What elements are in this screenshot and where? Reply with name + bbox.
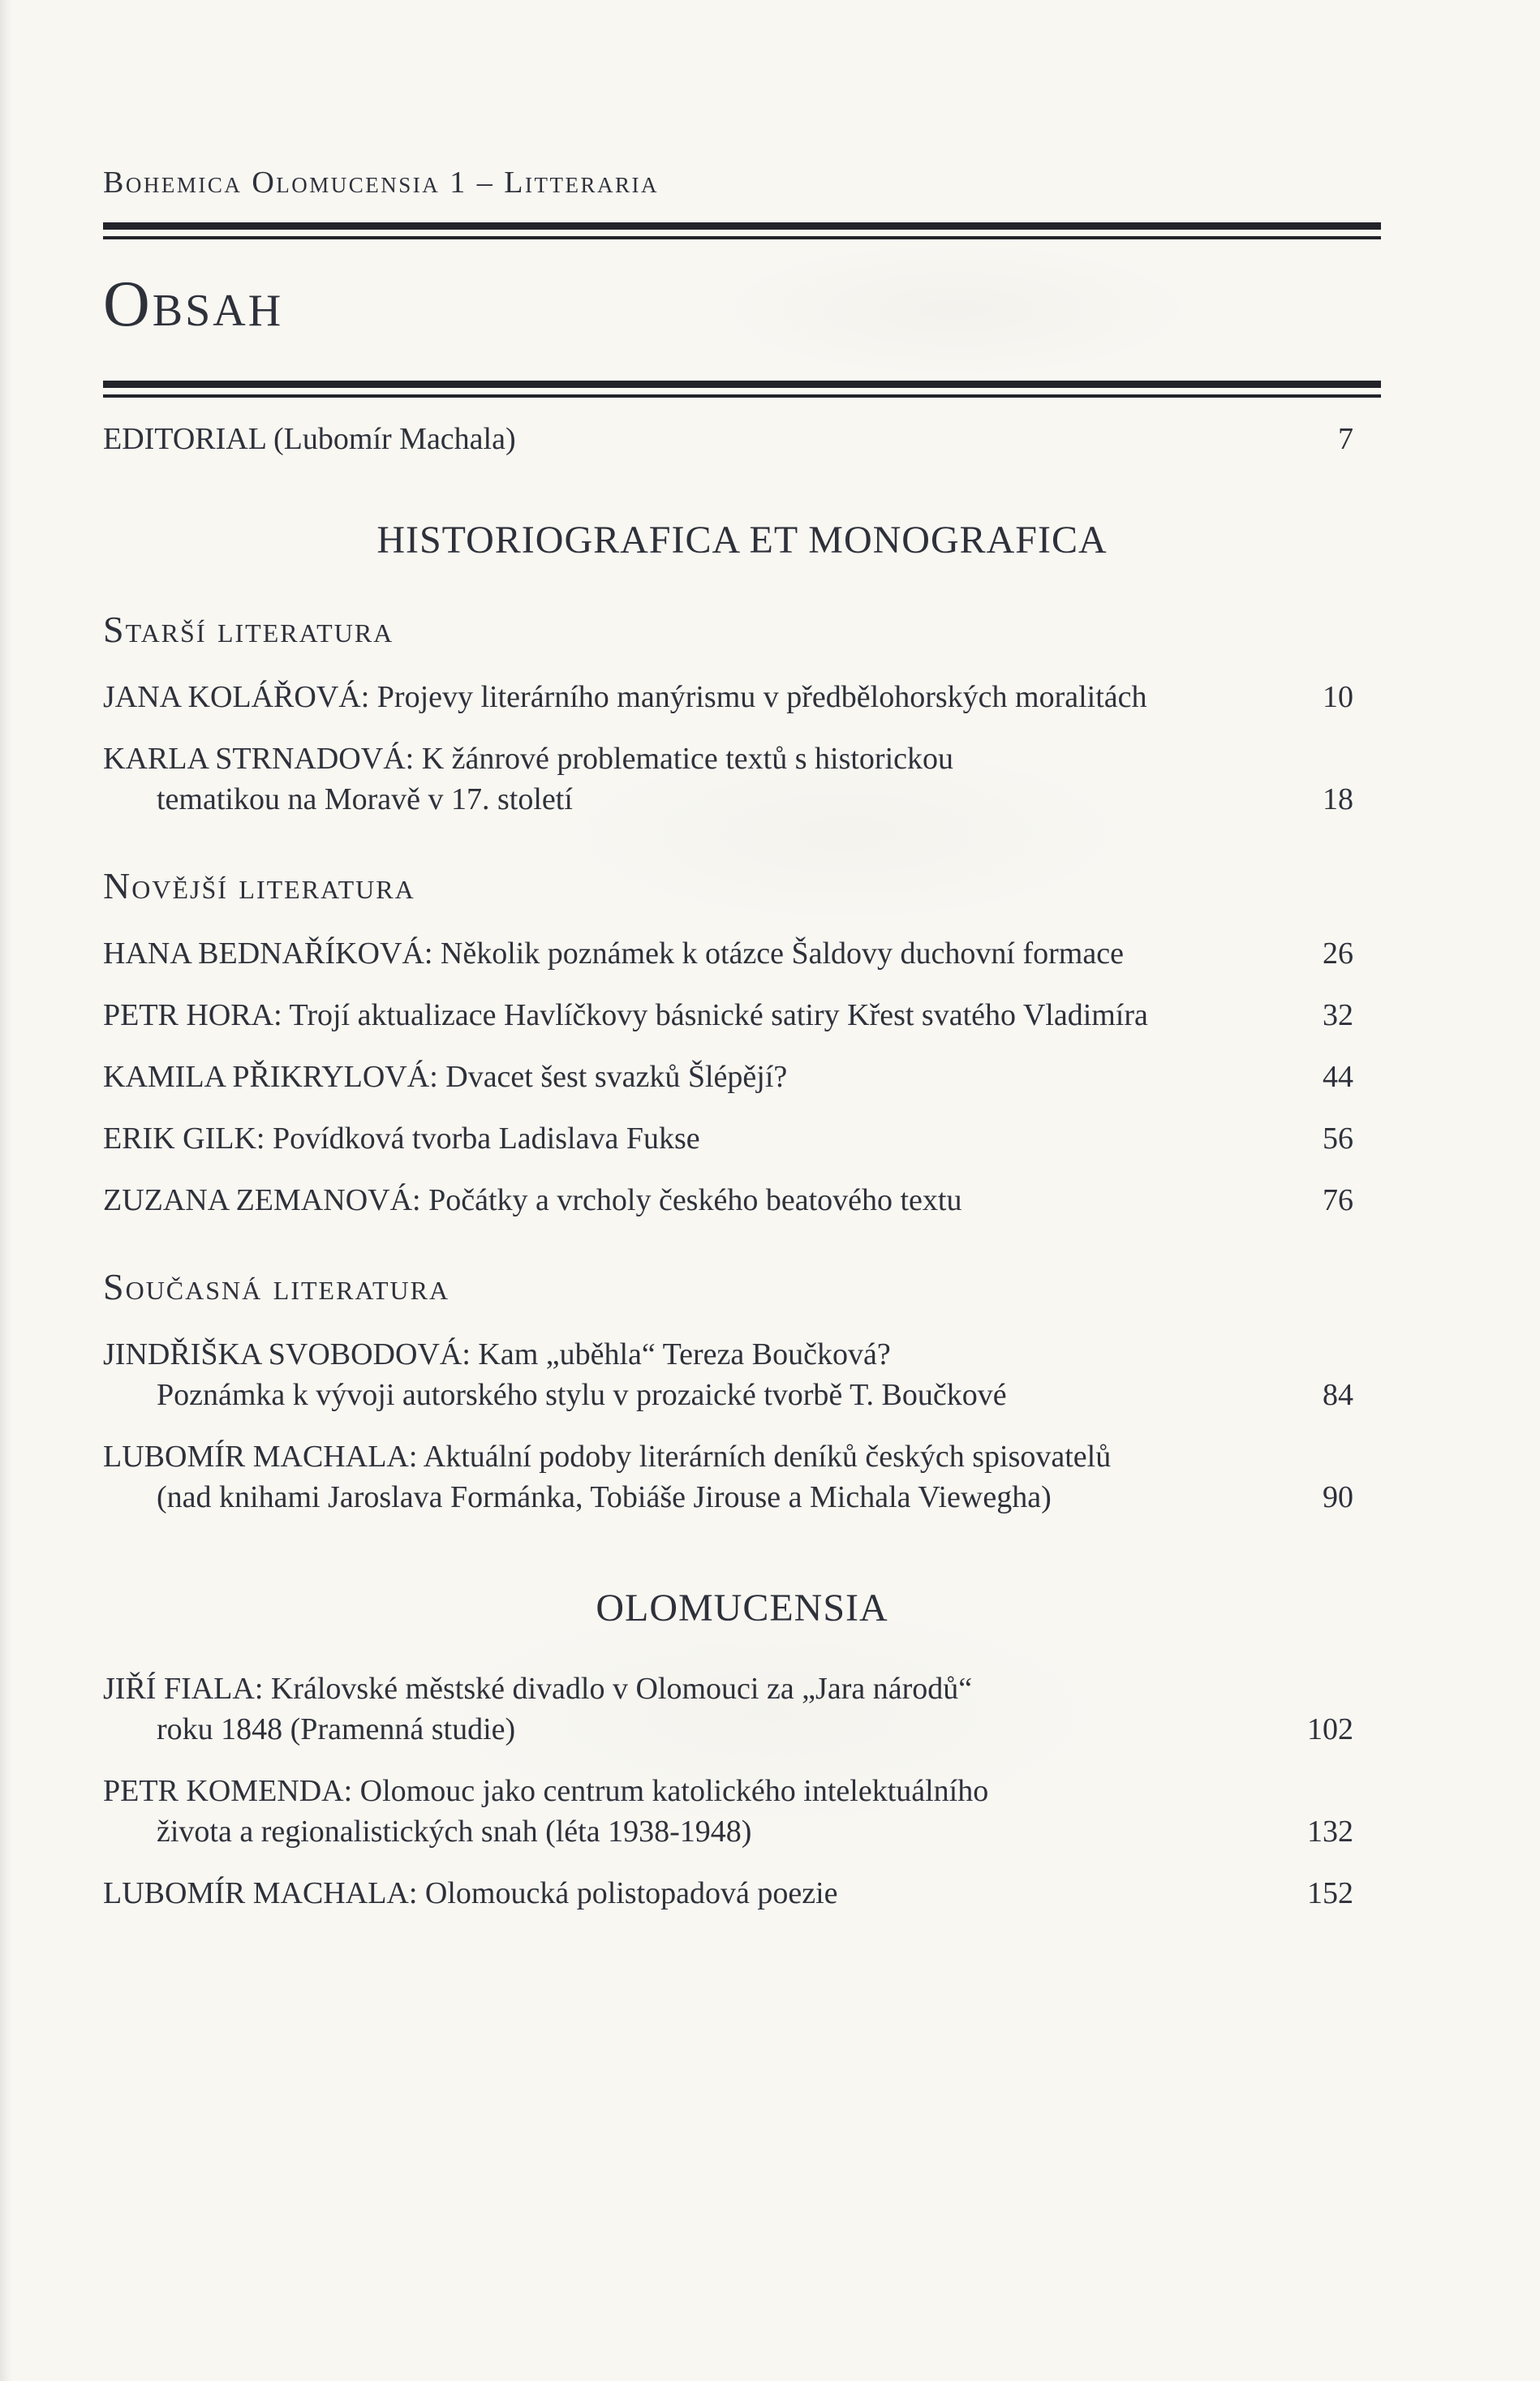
- entry-title: ERIK GILK: Povídková tvorba Ladislava Fukse: [103, 1121, 700, 1156]
- toc-entry: [103, 1771, 1381, 1852]
- toc-entry: [103, 1334, 1381, 1415]
- entry-title: LUBOMÍR MACHALA: Olomoucká polistopadová poezie: [103, 1875, 838, 1910]
- entry-title: PETR KOMENDA: Olomouc jako centrum katolického intelektuálního: [103, 1773, 989, 1808]
- entry-title: EDITORIAL (Lubomír Machala): [103, 421, 516, 456]
- entry-page-number: 44: [1323, 1059, 1353, 1094]
- entry-page-number: 102: [1307, 1711, 1353, 1746]
- entry-title: ZUZANA ZEMANOVÁ: Počátky a vrcholy českého beatového textu: [103, 1182, 962, 1217]
- toc-entry-editorial: [103, 419, 1381, 459]
- entry-title-continued: tematikou na Moravě v 17. století: [157, 781, 573, 816]
- subsection-label-starsi-literatura: Starší literatura: [103, 608, 394, 650]
- entry-title: HANA BEDNAŘÍKOVÁ: Několik poznámek k otázce Šaldovy duchovní formace: [103, 936, 1124, 971]
- entry-page-number: 7: [1338, 421, 1353, 456]
- toc-entry: [103, 1118, 1381, 1159]
- entry-page-number: 152: [1307, 1875, 1353, 1910]
- section-heading-olomucensia: OLOMUCENSIA: [596, 1586, 888, 1630]
- table-of-contents: [103, 419, 1381, 1914]
- entry-page-number: 90: [1323, 1479, 1353, 1514]
- toc-entry: [103, 1180, 1381, 1221]
- entry-title: JANA KOLÁŘOVÁ: Projevy literárního manýrismu v předbělohorských moralitách: [103, 679, 1147, 714]
- subsection-label-soucasna-literatura: Současná literatura: [103, 1265, 450, 1307]
- entry-page-number: 132: [1307, 1814, 1353, 1849]
- toc-entry: [103, 995, 1381, 1035]
- entry-page-number: 76: [1323, 1182, 1353, 1217]
- entry-title: KARLA STRNADOVÁ: K žánrové problematice textů s historickou: [103, 741, 953, 776]
- toc-entry: [103, 1668, 1381, 1750]
- entry-title: JINDŘIŠKA SVOBODOVÁ: Kam „uběhla“ Tereza Boučková?: [103, 1337, 891, 1371]
- entry-page-number: 84: [1323, 1377, 1353, 1412]
- double-rule-top: [103, 222, 1381, 239]
- entry-page-number: 56: [1323, 1121, 1353, 1156]
- entry-title: KAMILA PŘIKRYLOVÁ: Dvacet šest svazků Šlépějí?: [103, 1059, 788, 1094]
- entry-title-continued: roku 1848 (Pramenná studie): [157, 1711, 516, 1746]
- entry-title-continued: života a regionalistických snah (léta 1938-1948): [157, 1814, 752, 1849]
- toc-entry: [103, 738, 1381, 820]
- entry-title-continued: Poznámka k vývoji autorského stylu v prozaické tvorbě T. Boučkové: [157, 1377, 1007, 1412]
- scan-edge-shadow: [0, 0, 11, 2381]
- toc-entry: [103, 1873, 1381, 1914]
- running-head: Bohemica Olomucensia 1 – Litteraria: [103, 166, 659, 200]
- toc-entry: [103, 677, 1381, 717]
- entry-page-number: 18: [1323, 781, 1353, 816]
- entry-title-continued: (nad knihami Jaroslava Formánka, Tobiáše Jirouse a Michala Viewegha): [157, 1479, 1052, 1514]
- entry-title: PETR HORA: Trojí aktualizace Havlíčkovy básnické satiry Křest svatého Vladimíra: [103, 997, 1148, 1032]
- entry-page-number: 26: [1323, 936, 1353, 971]
- entry-title: LUBOMÍR MACHALA: Aktuální podoby literárních deníků českých spisovatelů: [103, 1439, 1112, 1474]
- page-title: Obsah: [103, 269, 284, 340]
- toc-entry: [103, 933, 1381, 974]
- toc-entry: [103, 1436, 1381, 1518]
- entry-page-number: 10: [1323, 679, 1353, 714]
- double-rule-below-title: [103, 381, 1381, 398]
- section-heading-historiografica: HISTORIOGRAFICA ET MONOGRAFICA: [376, 518, 1108, 562]
- entry-title: JIŘÍ FIALA: Královské městské divadlo v Olomouci za „Jara národů“: [103, 1671, 973, 1706]
- entry-page-number: 32: [1323, 997, 1353, 1032]
- toc-entry: [103, 1057, 1381, 1097]
- subsection-label-novejsi-literatura: Novější literatura: [103, 864, 415, 906]
